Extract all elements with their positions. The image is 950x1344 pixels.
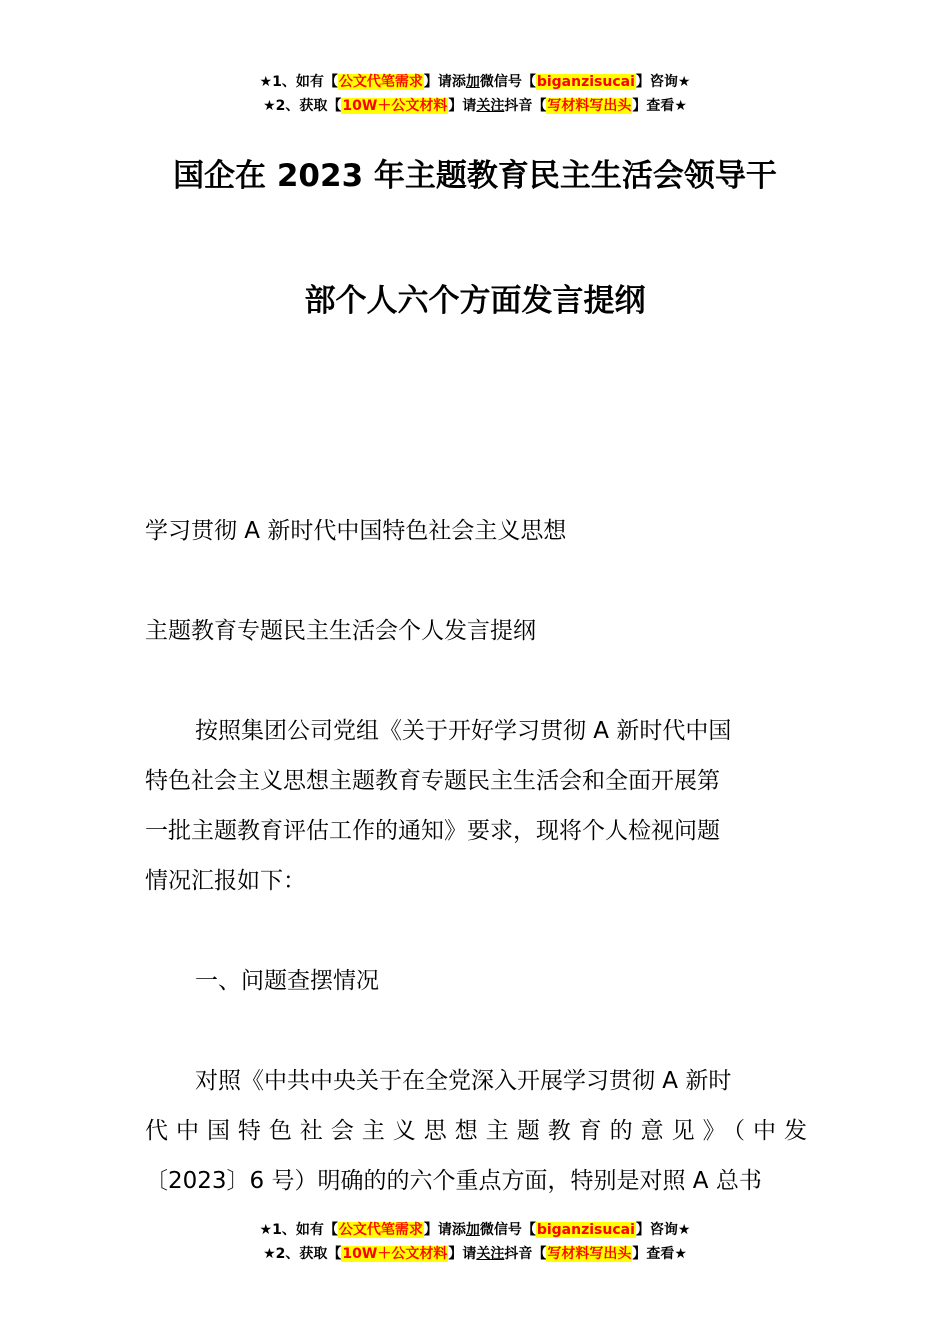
paragraph-1-line: 特色社会主义思想主题教育专题民主生活会和全面开展第 (145, 768, 720, 794)
notice-text: 微信号【 (479, 1222, 536, 1238)
notice-underlined: 关注 (476, 98, 505, 114)
paragraph-1-line: 按照集团公司党组《关于开好学习贯彻 A 新时代中国 (195, 718, 732, 744)
notice-underlined: 关注 (476, 1246, 505, 1262)
notice-text: 】请添 (423, 1222, 466, 1238)
notice-line-2 (0, 1242, 950, 1266)
document-title-line-1: 国企在 2023 年主题教育民主生活会领导干 (173, 158, 777, 194)
paragraph-2-line: 对照《中共中央关于在全党深入开展学习贯彻 A 新时 (195, 1068, 732, 1094)
notice-highlight: 公文代笔需求 (338, 74, 423, 90)
header-notice (0, 70, 950, 118)
notice-text: 】查看★ (632, 98, 687, 114)
wechat-id-highlight: biganzisucai (536, 74, 635, 90)
notice-line-1 (0, 70, 950, 94)
wechat-id-highlight: biganzisucai (536, 1222, 635, 1238)
section-heading: 一、问题查摆情况 (195, 968, 379, 994)
paragraph-2-line: 〔2023〕6 号）明确的的六个重点方面，特别是对照 A 总书 (145, 1168, 762, 1194)
notice-highlight: 10W＋公文材料 (342, 98, 448, 114)
notice-text: 】咨询★ (635, 74, 691, 90)
notice-highlight: 10W＋公文材料 (342, 1246, 448, 1262)
notice-text: 】请 (448, 1246, 477, 1262)
notice-text: ★2、获取【 (263, 1246, 342, 1262)
notice-text: 】请 (448, 98, 477, 114)
notice-text: 抖音【 (504, 1246, 547, 1262)
notice-highlight: 公文代笔需求 (338, 1222, 423, 1238)
notice-underlined: 加 (465, 74, 480, 90)
notice-text: 微信号【 (479, 74, 536, 90)
notice-text: ★1、如有【 (259, 1222, 338, 1238)
paragraph-1-line: 一批主题教育评估工作的通知》要求，现将个人检视问题 (145, 818, 720, 844)
notice-text: 】请添 (423, 74, 466, 90)
paragraph-1-line: 情况汇报如下： (145, 868, 306, 894)
footer-notice (0, 1218, 950, 1266)
paragraph-2-line: 代中国特色社会主义思想主题教育的意见》（中发 (145, 1118, 807, 1144)
notice-text: ★1、如有【 (259, 74, 338, 90)
notice-line-1 (0, 1218, 950, 1242)
subtitle-line-1: 学习贯彻 A 新时代中国特色社会主义思想 (145, 518, 567, 544)
notice-text: ★2、获取【 (263, 98, 342, 114)
notice-text: 】咨询★ (635, 1222, 691, 1238)
douyin-id-highlight: 写材料写出头 (547, 1246, 632, 1262)
douyin-id-highlight: 写材料写出头 (547, 98, 632, 114)
subtitle-line-2: 主题教育专题民主生活会个人发言提纲 (145, 618, 536, 644)
notice-text: 抖音【 (504, 98, 547, 114)
notice-underlined: 加 (465, 1222, 480, 1238)
notice-text: 】查看★ (632, 1246, 687, 1262)
document-title-line-2: 部个人六个方面发言提纲 (304, 283, 646, 319)
notice-line-2 (0, 94, 950, 118)
